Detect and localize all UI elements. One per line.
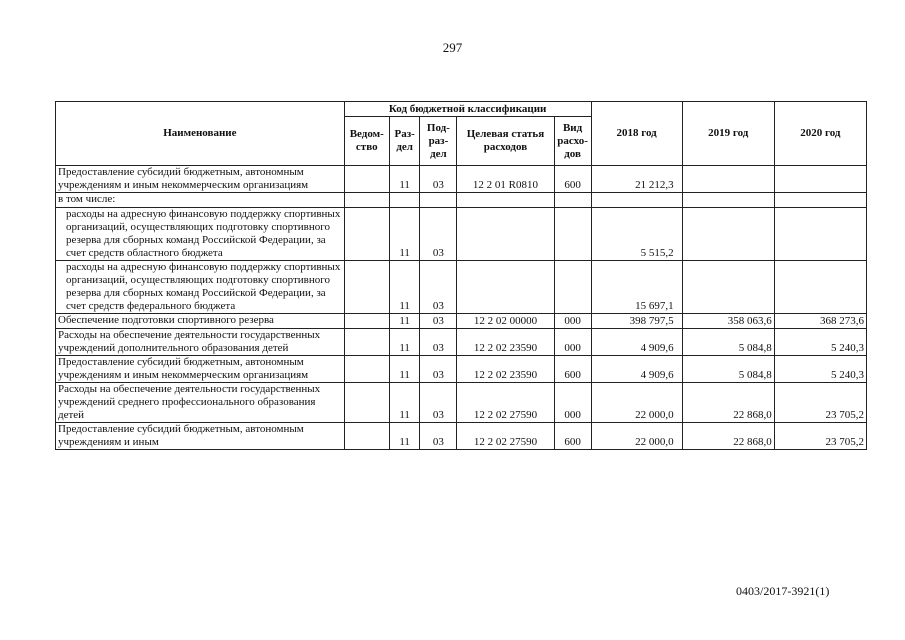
- row-vid: [554, 193, 591, 208]
- row-podrazdel: [420, 193, 457, 208]
- header-2018: 2018 год: [591, 102, 682, 166]
- row-2020: [774, 166, 866, 193]
- row-name: Расходы на обеспечение деятельности государственных учреждений дополнительного образования детей: [56, 329, 345, 356]
- row-razdel: 11: [389, 314, 420, 329]
- row-name: расходы на адресную финансовую поддержку спортивных организаций, осуществляющих подготовку спортивного резерва для сборных команд Российской Федерации, за счет средств федерального бюджета: [56, 261, 345, 314]
- row-2020: 23 705,2: [774, 423, 866, 450]
- row-name: Обеспечение подготовки спортивного резерва: [56, 314, 345, 329]
- row-2018: 22 000,0: [591, 423, 682, 450]
- row-celevaya: [457, 208, 554, 261]
- row-name: Предоставление субсидий бюджетным, автономным учреждениям и иным некоммерческим организациям: [56, 166, 345, 193]
- row-podrazdel: 03: [420, 314, 457, 329]
- row-2020: [774, 261, 866, 314]
- row-celevaya: [457, 261, 554, 314]
- row-2019: [682, 261, 774, 314]
- row-vid: 600: [554, 423, 591, 450]
- table-row: [56, 193, 867, 208]
- table-row: [56, 329, 867, 356]
- row-razdel: 11: [389, 166, 420, 193]
- row-name: расходы на адресную финансовую поддержку спортивных организаций, осуществляющих подготовку спортивного резерва для сборных команд Российской Федерации, за счет средств областного бюджета: [56, 208, 345, 261]
- row-name: в том числе:: [56, 193, 345, 208]
- row-2020: [774, 208, 866, 261]
- row-name: Расходы на обеспечение деятельности государственных учреждений среднего профессионального образования детей: [56, 383, 345, 423]
- row-vedomstvo: [344, 166, 389, 193]
- row-celevaya: 12 2 02 27590: [457, 423, 554, 450]
- row-razdel: 11: [389, 383, 420, 423]
- budget-table: [55, 101, 867, 450]
- row-vid: [554, 208, 591, 261]
- row-2018: 22 000,0: [591, 383, 682, 423]
- row-vedomstvo: [344, 383, 389, 423]
- row-vid: 600: [554, 356, 591, 383]
- row-2019: 5 084,8: [682, 329, 774, 356]
- header-2019: 2019 год: [682, 102, 774, 166]
- row-2020: 5 240,3: [774, 329, 866, 356]
- row-vid: 000: [554, 383, 591, 423]
- header-vedomstvo: Ведом-ство: [344, 117, 389, 166]
- row-vedomstvo: [344, 261, 389, 314]
- row-2019: [682, 208, 774, 261]
- row-2018: 398 797,5: [591, 314, 682, 329]
- table-row: [56, 314, 867, 329]
- row-vedomstvo: [344, 329, 389, 356]
- row-2019: 5 084,8: [682, 356, 774, 383]
- row-razdel: 11: [389, 208, 420, 261]
- row-razdel: 11: [389, 261, 420, 314]
- row-celevaya: 12 2 02 23590: [457, 356, 554, 383]
- row-razdel: 11: [389, 329, 420, 356]
- row-vid: [554, 261, 591, 314]
- table-row: [56, 356, 867, 383]
- row-2019: 358 063,6: [682, 314, 774, 329]
- row-celevaya: 12 2 02 27590: [457, 383, 554, 423]
- row-vid: 000: [554, 314, 591, 329]
- row-celevaya: 12 2 02 00000: [457, 314, 554, 329]
- page-number: 297: [442, 40, 463, 55]
- header-name: Наименование: [56, 102, 345, 166]
- header-celevaya: Целевая статья расходов: [457, 117, 554, 166]
- table-row: [56, 208, 867, 261]
- row-vedomstvo: [344, 314, 389, 329]
- row-2018: [591, 193, 682, 208]
- row-razdel: 11: [389, 356, 420, 383]
- document-code: 0403/2017-3921(1): [736, 584, 830, 598]
- row-name: Предоставление субсидий бюджетным, автономным учреждениям и иным некоммерческим организациям: [56, 356, 345, 383]
- row-podrazdel: 03: [420, 166, 457, 193]
- row-razdel: 11: [389, 423, 420, 450]
- header-vid: Вид расхо-дов: [554, 117, 591, 166]
- header-classification-group: Код бюджетной классификации: [344, 102, 591, 117]
- row-podrazdel: 03: [420, 261, 457, 314]
- row-vedomstvo: [344, 193, 389, 208]
- row-2019: 22 868,0: [682, 383, 774, 423]
- row-vedomstvo: [344, 423, 389, 450]
- row-vid: 600: [554, 166, 591, 193]
- table-row: [56, 166, 867, 193]
- row-2018: 21 212,3: [591, 166, 682, 193]
- table-row: [56, 261, 867, 314]
- row-vid: 000: [554, 329, 591, 356]
- row-2020: [774, 193, 866, 208]
- header-podrazdel: Под-раз-дел: [420, 117, 457, 166]
- header-2020: 2020 год: [774, 102, 866, 166]
- row-celevaya: 12 2 02 23590: [457, 329, 554, 356]
- row-2018: 5 515,2: [591, 208, 682, 261]
- row-2018: 4 909,6: [591, 356, 682, 383]
- row-razdel: [389, 193, 420, 208]
- row-vedomstvo: [344, 356, 389, 383]
- row-2020: 5 240,3: [774, 356, 866, 383]
- row-2019: [682, 193, 774, 208]
- row-2019: 22 868,0: [682, 423, 774, 450]
- row-2018: 15 697,1: [591, 261, 682, 314]
- row-celevaya: [457, 193, 554, 208]
- table-row: [56, 383, 867, 423]
- header-razdel: Раз-дел: [389, 117, 420, 166]
- row-name: Предоставление субсидий бюджетным, автономным учреждениям и иным: [56, 423, 345, 450]
- row-2020: 23 705,2: [774, 383, 866, 423]
- row-celevaya: 12 2 01 R0810: [457, 166, 554, 193]
- row-2018: 4 909,6: [591, 329, 682, 356]
- row-podrazdel: 03: [420, 383, 457, 423]
- row-2020: 368 273,6: [774, 314, 866, 329]
- row-podrazdel: 03: [420, 356, 457, 383]
- row-podrazdel: 03: [420, 423, 457, 450]
- row-2019: [682, 166, 774, 193]
- table-row: [56, 423, 867, 450]
- row-podrazdel: 03: [420, 329, 457, 356]
- row-vedomstvo: [344, 208, 389, 261]
- row-podrazdel: 03: [420, 208, 457, 261]
